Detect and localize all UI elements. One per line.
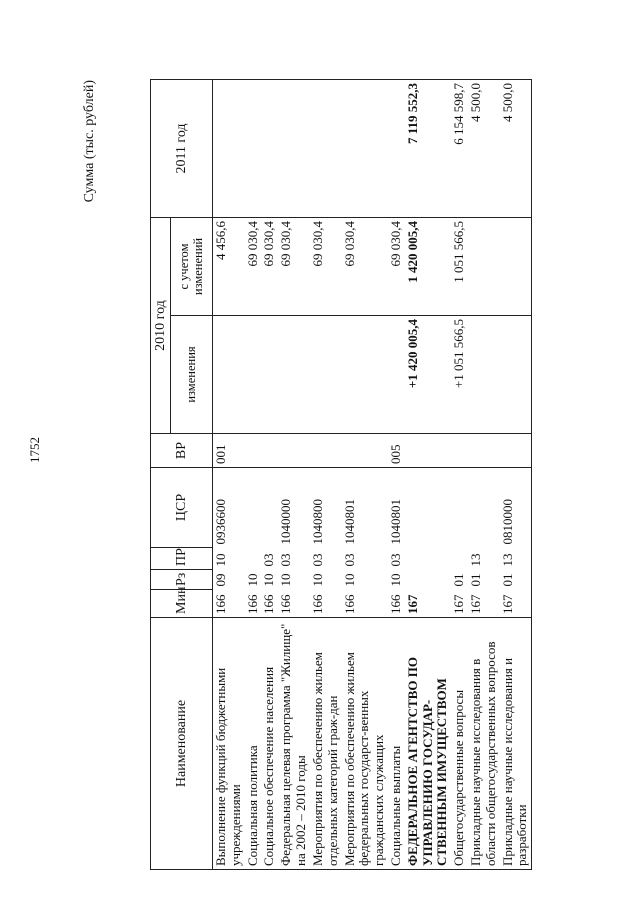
cell-rz: 01 (468, 573, 483, 587)
cell-rz: 10 (261, 573, 277, 587)
cell-name: Социальные выплаты (388, 618, 405, 870)
header-rz: Рз (151, 570, 213, 590)
cell-name: Прикладные научные исследования и разработки (500, 618, 532, 870)
cell-2011: 4 500,0 (500, 80, 532, 218)
cell-csr (245, 468, 262, 548)
cell-pr: 03 (261, 553, 277, 567)
cell-name: Социальная политика (245, 618, 262, 870)
cell-pr (405, 548, 451, 570)
cell-vr (245, 434, 262, 468)
header-vr: ВР (151, 434, 213, 468)
cell-csr: 0810000 (500, 468, 532, 548)
cell-rz (405, 570, 451, 590)
cell-with-changes: 69 030,4 (310, 218, 342, 316)
cell-pr (451, 548, 468, 570)
cell-csr: 1040801 (387, 499, 403, 545)
cell-name: Мероприятия по обеспечению жильем отдельных категорий граж-дан (310, 618, 342, 870)
cell-2011 (388, 80, 405, 218)
cell-changes (310, 316, 342, 434)
cell-2011 (213, 80, 245, 218)
cell-csr (451, 468, 468, 548)
cell-rz: 10 (309, 573, 325, 587)
cell-pr: 13 (500, 548, 532, 570)
cell-pr: 03 (278, 553, 294, 567)
budget-table (150, 79, 532, 870)
cell-pr: 13 (468, 553, 483, 567)
cell-csr (261, 468, 278, 548)
cell-2011: 4 500,0 (468, 80, 500, 218)
cell-min: 166 (309, 594, 325, 614)
cell-vr (405, 434, 451, 468)
cell-vr (278, 434, 310, 468)
cell-changes: +1 420 005,4 (405, 316, 451, 434)
table-row (405, 80, 451, 870)
cell-pr (245, 548, 262, 570)
cell-2011: 6 154 598,7 (451, 80, 468, 218)
cell-vr: 001 (213, 434, 245, 468)
cell-changes (468, 316, 500, 434)
table-row (388, 80, 405, 870)
cell-rz: 10 (341, 573, 357, 587)
cell-csr: 0936600 (213, 499, 228, 545)
page-number: 1752 (27, 437, 42, 463)
header-changes: изменения (171, 316, 213, 434)
cell-pr: 03 (341, 553, 357, 567)
header-year-2010: 2010 год (151, 218, 171, 434)
cell-2011 (278, 80, 310, 218)
cell-min: 166 (244, 594, 260, 614)
cell-vr (342, 434, 388, 468)
cell-min: 167 (500, 590, 532, 618)
cell-vr (500, 434, 532, 468)
cell-rz: 01 (451, 573, 467, 587)
table-row (451, 80, 468, 870)
cell-name: Общегосударственные вопросы (451, 618, 468, 870)
cell-rz: 10 (387, 573, 403, 587)
table-row (468, 80, 500, 870)
table-body (213, 80, 532, 870)
cell-name: Федеральная целевая программа "Жилище" на 2002 – 2010 годы (278, 618, 310, 870)
rotated-page (82, 80, 600, 870)
cell-with-changes: 69 030,4 (245, 218, 262, 316)
cell-csr (405, 468, 451, 548)
cell-rz: 10 (278, 573, 294, 587)
cell-rz: 10 (244, 573, 260, 587)
cell-changes: +1 051 566,5 (451, 316, 468, 434)
cell-2011 (342, 80, 388, 218)
header-name: Наименование (151, 618, 213, 870)
table-row (261, 80, 278, 870)
cell-with-changes: 1 051 566,5 (451, 218, 468, 316)
cell-with-changes: 69 030,4 (261, 218, 278, 316)
cell-pr: 10 (213, 553, 228, 567)
cell-with-changes: 69 030,4 (342, 218, 388, 316)
header-min: Мин (151, 590, 213, 618)
cell-changes (278, 316, 310, 434)
cell-with-changes (500, 218, 532, 316)
cell-vr: 005 (388, 434, 405, 468)
cell-name: Мероприятия по обеспечению жильем федеральных государст-венных гражданских служащих (342, 618, 388, 870)
cell-name: ФЕДЕРАЛЬНОЕ АГЕНТСТВО ПО УПРАВЛЕНИЮ ГОСУДАР-СТВЕННЫМ ИМУЩЕСТВОМ (405, 618, 451, 870)
cell-changes (342, 316, 388, 434)
cell-changes (213, 316, 245, 434)
cell-with-changes (468, 218, 500, 316)
cell-name: Выполнение функций бюджетными учреждениями (213, 618, 245, 870)
header-pr: ПР (151, 548, 213, 570)
cell-rz: 09 (213, 573, 228, 587)
cell-2011 (245, 80, 262, 218)
cell-min: 167 (451, 594, 467, 614)
cell-2011: 7 119 552,3 (405, 80, 451, 218)
cell-2011 (261, 80, 278, 218)
table-row (213, 80, 245, 870)
table-row (245, 80, 262, 870)
cell-with-changes: 1 420 005,4 (405, 218, 451, 316)
cell-csr: 1040800 (309, 499, 325, 545)
cell-vr (468, 434, 500, 468)
header-csr: ЦСР (151, 468, 213, 548)
cell-csr: 1040801 (341, 499, 357, 545)
cell-with-changes: 69 030,4 (388, 218, 405, 316)
cell-changes (500, 316, 532, 434)
header-with-changes: с учетом изменений (171, 218, 213, 316)
cell-rz: 01 (500, 570, 532, 590)
cell-min: 166 (213, 594, 228, 614)
cell-pr: 03 (387, 553, 403, 567)
cell-changes (261, 316, 278, 434)
cell-name: Прикладные научные исследования в области общегосударственных вопросов (468, 618, 500, 870)
cell-min: 166 (278, 594, 294, 614)
cell-name: Социальное обеспечение населения (261, 618, 278, 870)
cell-vr (261, 434, 278, 468)
table-row (500, 80, 532, 870)
cell-changes (388, 316, 405, 434)
cell-vr (310, 434, 342, 468)
cell-csr (468, 468, 500, 548)
cell-2011 (310, 80, 342, 218)
cell-with-changes: 4 456,6 (213, 218, 245, 316)
cell-vr (451, 434, 468, 468)
cell-csr: 1040000 (278, 499, 294, 545)
cell-min: 167 (468, 594, 483, 614)
cell-min: 166 (261, 594, 277, 614)
cell-min: 166 (387, 594, 403, 614)
cell-min: 166 (341, 594, 357, 614)
unit-caption: Сумма (тыс. рублей) (82, 80, 97, 203)
table-row (278, 80, 310, 870)
table-row (310, 80, 342, 870)
cell-changes (245, 316, 262, 434)
cell-min: 167 (404, 594, 420, 614)
cell-with-changes: 69 030,4 (278, 218, 310, 316)
header-year-2011: 2011 год (151, 80, 213, 218)
table-row (342, 80, 388, 870)
cell-pr: 03 (309, 553, 325, 567)
